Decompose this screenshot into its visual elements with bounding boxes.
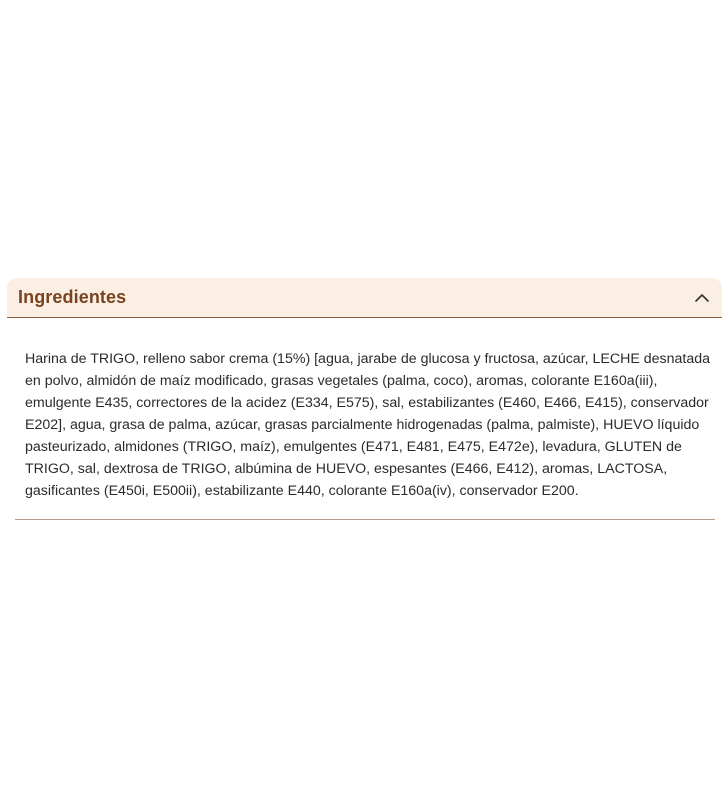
accordion-body: [7, 318, 722, 522]
accordion-title: Ingredientes: [18, 287, 127, 307]
section-divider: [15, 519, 715, 520]
chevron-up-icon[interactable]: [694, 290, 710, 306]
ingredients-accordion: [7, 278, 722, 522]
ingredients-accordion-header[interactable]: [7, 278, 722, 318]
ingredients-text: Harina de TRIGO, relleno sabor crema (15%) [agua, jarabe de glucosa y fructosa, azúcar, LECHE desnatada en polvo, almidón de maíz modificado, grasas vegetales (palma, coco), aromas, colorante E160a(iii), emulgente E435, correctores de la acidez (E334, E575), sal, estabilizantes (E460, E466, E415), conservador E202], agua, grasa de palma, azúcar, grasas parcialmente hidrogenadas (palma, palmiste), HUEVO líquido pasteurizado, almidones (TRIGO, maíz), emulgentes (E471, E481, E475, E472e), levadura, GLUTEN de TRIGO, sal, dextrosa de TRIGO, albúmina de HUEVO, espesantes (E466, E412), aromas, LACTOSA, gasificantes (E450i, E500ii), estabilizante E440, colorante E160a(iv), conservador E200.: [25, 351, 711, 499]
